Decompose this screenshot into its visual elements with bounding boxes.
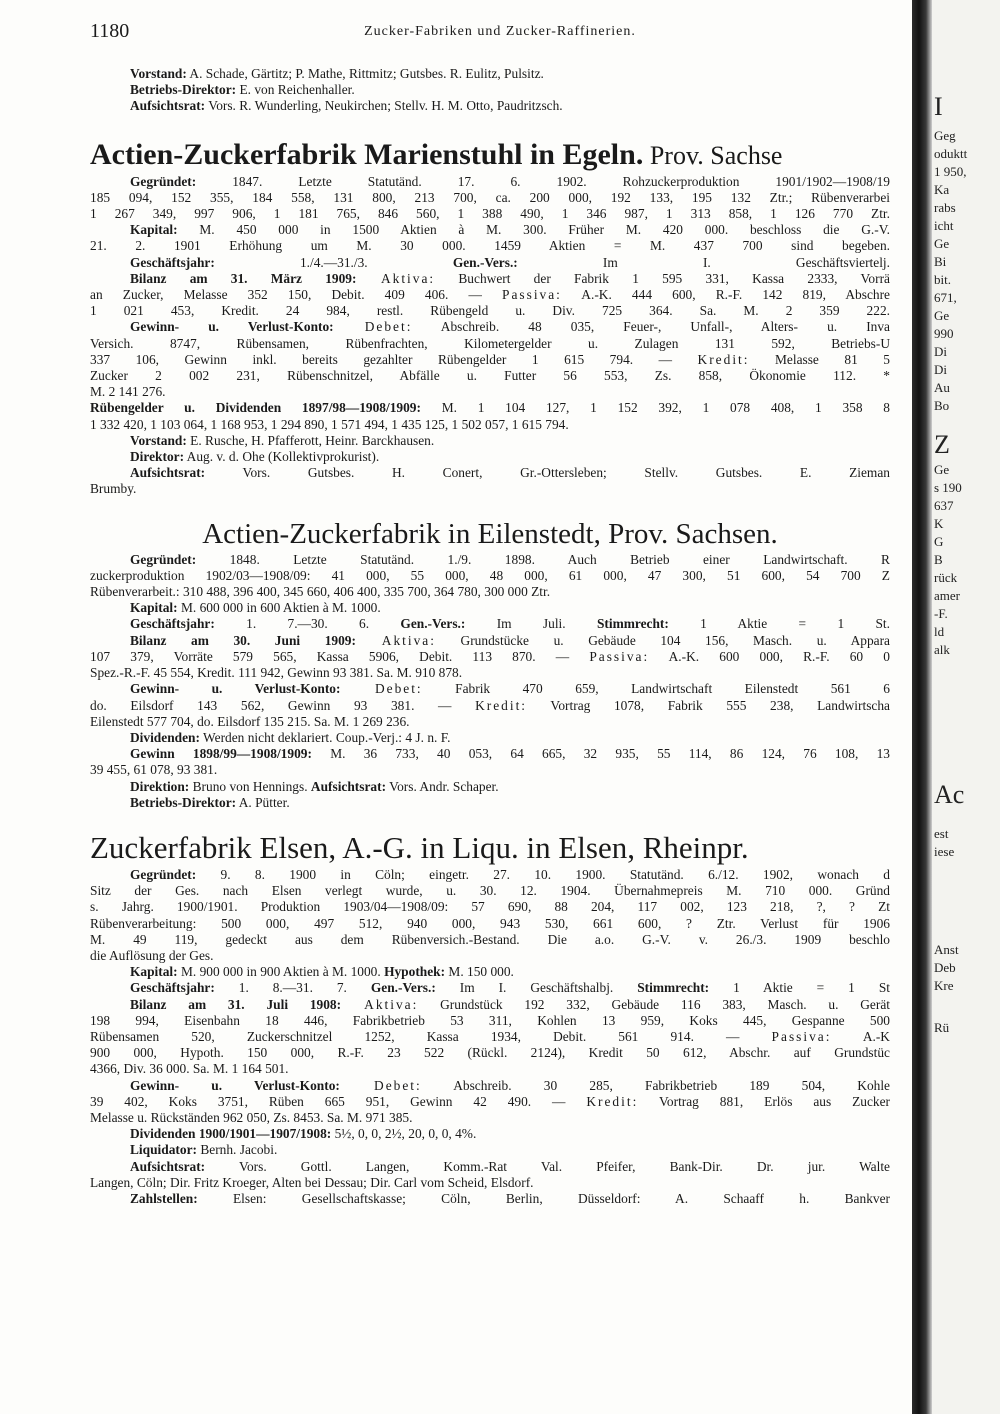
spaced-label: Kredit:: [586, 1093, 639, 1109]
facing-page-fragment: Z: [934, 430, 950, 459]
entry-text: E. von Reichenhaller.: [236, 82, 355, 98]
entry-text: 185 094, 152 355, 184 558, 131 800, 213 700, ca. 200 000, 192 133, 195 132 Ztr.; Rübenverarbei: [90, 189, 890, 205]
entry-label: Betriebs-Direktor:: [130, 794, 237, 810]
facing-page-fragment: Ka: [934, 182, 950, 197]
entry-text: 1. 7.—30. 6.: [214, 616, 401, 632]
facing-page-fragment: K: [934, 516, 944, 531]
text-line: [90, 552, 890, 568]
facing-page-fragment: rabs: [934, 200, 956, 215]
entry-text: Werden nicht deklariert. Coup.-Verj.: 4 J. n. F.: [199, 729, 451, 745]
facing-page-fragment: 1 950,: [934, 164, 967, 179]
entry-text: Grundstück 192 332, Gebäude 116 383, Masch. u. Gerät: [418, 996, 890, 1012]
facing-page-fragment: iese: [934, 844, 955, 859]
text-line: [90, 352, 890, 368]
entry-label: Rübengelder u. Dividenden 1897/98—1908/1909:: [90, 400, 421, 416]
entry-text: 39 455, 61 078, 93 381.: [90, 762, 218, 778]
entry-text: 1848. Letzte Statutänd. 1./9. 1898. Auch Betrieb einer Landwirtschaft. R: [196, 551, 890, 567]
text-line: [90, 449, 890, 465]
facing-page-fragment: s 190: [934, 480, 962, 495]
text-line: [90, 964, 890, 980]
entry-text: Buchwert der Fabrik 1 595 331, Kassa 2333, Vorrä: [435, 270, 890, 286]
entry-text: 1./4.—31./3.: [214, 254, 453, 270]
entry-text: 1 Aktie = 1 St.: [668, 616, 890, 632]
entry-text: Abschreib. 48 035, Feuer-, Unfall-, Alters- u. Inva: [412, 319, 890, 335]
entry-label: Kapital:: [130, 222, 178, 238]
text-line: [90, 174, 890, 190]
entry-text: Rübensamen 520, Zuckerschnitzel 1252, Kassa 1934, Debit. 561 914. —: [90, 1028, 772, 1044]
text-line: [90, 238, 890, 254]
text-line: [90, 82, 890, 98]
text-line: [90, 698, 890, 714]
text-line: [90, 681, 890, 697]
entry-text: Bruno von Hennings.: [189, 778, 311, 794]
text-line: [90, 649, 890, 665]
entry-text: 337 106, Gewinn inkl. bereits gezahlter Rübengelder 1 615 794. —: [90, 351, 698, 367]
entry-label: Geschäftsjahr:: [130, 980, 215, 996]
entry-label: Gewinn- u. Verlust-Konto:: [130, 681, 341, 697]
entry-text: A.-K: [831, 1028, 890, 1044]
entry-text: do. Eilsdorf 143 562, Gewinn 93 381. —: [90, 697, 476, 713]
entry-text: M. 450 000 in 1500 Aktien à M. 300. Früher M. 420 000. beschloss die G.-V.: [177, 222, 890, 238]
entry-text: 9. 8. 1900 in Cöln; eingetr. 27. 10. 1900. Statutänd. 6./12. 1902, wonach d: [196, 866, 890, 882]
company-heading-eilenstedt: Actien-Zuckerfabrik in Eilenstedt, Prov. Sachsen.: [202, 517, 778, 550]
text-line: [90, 746, 890, 762]
text-line: [90, 616, 890, 632]
entry-label: Dividenden 1900/1901—1907/1908:: [130, 1126, 332, 1142]
company-heading-elsen: Zuckerfabrik Elsen, A.-G. in Liqu. in Elsen, Rheinpr.: [90, 829, 749, 865]
spaced-label: Kredit:: [475, 697, 528, 713]
entry-text: 107 379, Vorräte 579 565, Kassa 5906, Debit. 113 870. —: [90, 648, 590, 664]
entry-text: Im Juli.: [465, 616, 597, 632]
spaced-label: Aktiva:: [356, 270, 436, 286]
entry-label: Gen.-Vers.:: [400, 616, 466, 632]
entry-text: Langen, Cöln; Dir. Fritz Kroeger, Alten bei Dessau; Dir. Carl vom Scheid, Elsdorf.: [90, 1174, 534, 1190]
text-line: [90, 319, 890, 335]
text-line: [90, 867, 890, 883]
text-line: [90, 271, 890, 287]
running-title: Zucker-Fabriken und Zucker-Raffinerien.: [364, 24, 636, 39]
facing-page-fragment: Ge: [934, 308, 950, 323]
text-line: [90, 932, 890, 948]
entry-label: Stimmrecht:: [637, 980, 710, 996]
company-entry-marienstuhl: [90, 174, 890, 498]
entry-text: M. 49 119, gedeckt aus dem Rübenversich.-Bestand. Die a.o. G.-V. v. 26./3. 1909 beschlo: [90, 931, 890, 947]
facing-page-fragment: 990: [934, 326, 954, 341]
text-line: [90, 384, 890, 400]
facing-page-fragment: Bo: [934, 398, 950, 413]
entry-text: Im I. Geschäftshalbj.: [435, 980, 638, 996]
text-line: [90, 433, 890, 449]
entry-text: Vortrag 881, Erlös aus Zucker: [638, 1093, 890, 1109]
spaced-label: Passiva:: [502, 287, 562, 303]
entry-text: M. 600 000 in 600 Aktien à M. 1000.: [177, 600, 381, 616]
page-number: 1180: [90, 20, 130, 42]
entry-label: Gewinn 1898/99—1908/1909:: [130, 746, 312, 762]
spaced-label: Kredit:: [697, 351, 750, 367]
facing-page-fragment: Anst: [934, 942, 959, 957]
text-line: [90, 1126, 890, 1142]
entry-text: Grundstücke u. Gebäude 104 156, Masch. u. Appara: [435, 632, 890, 648]
text-line: [90, 1045, 890, 1061]
facing-page-fragment: G: [934, 534, 944, 549]
main-column: [90, 66, 890, 1207]
facing-page-fragment: Ge: [934, 236, 950, 251]
spaced-label: Passiva:: [589, 648, 650, 664]
entry-text: Spez.-R.-F. 45 554, Kredit. 111 942, Gewinn 93 381. Sa. M. 910 878.: [90, 665, 463, 681]
facing-page-fragment: est: [934, 826, 949, 841]
page-header: [90, 20, 910, 46]
entry-label: Gegründet:: [130, 551, 197, 567]
entry-text: Vors. R. Wunderling, Neukirchen; Stellv. H. M. Otto, Paudritzsch.: [205, 98, 563, 114]
heading-regular-part: Prov. Sachse: [643, 140, 783, 170]
entry-text: Versich. 8747, Rübensamen, Rübenfrachten, Kilometergelder u. Zulagen 131 592, Betriebs-U: [90, 335, 890, 351]
entry-text: A. Pütter.: [236, 794, 290, 810]
entry-label: Aufsichtsrat:: [130, 1158, 206, 1174]
entry-text: Im I. Geschäftsviertelj.: [517, 254, 890, 270]
spaced-label: Aktiva:: [341, 996, 419, 1012]
text-line: [90, 762, 890, 778]
entry-text: Vors. Gottl. Langen, Komm.-Rat Val. Pfeifer, Bank-Dir. Dr. jur. Walte: [205, 1158, 890, 1174]
entry-label: Zahlstellen:: [130, 1190, 198, 1206]
text-line: [90, 190, 890, 206]
text-line: [90, 948, 890, 964]
text-line: [90, 1175, 890, 1191]
facing-page-fragment: 637: [934, 498, 954, 513]
text-line: [90, 600, 890, 616]
text-line: [90, 1142, 890, 1158]
entry-text: 1 Aktie = 1 St: [709, 980, 890, 996]
text-line: [90, 303, 890, 319]
entry-text: A.-K. 600 000, R.-F. 60 0: [649, 648, 890, 664]
facing-page-fragment: amer: [934, 588, 960, 603]
entry-text: 900 000, Hypoth. 150 000, R.-F. 23 522 (Rückl. 2124), Kredit 50 612, Abschr. auf Grundstüc: [90, 1045, 890, 1061]
text-line: [90, 255, 890, 271]
entry-label: Direktion:: [130, 778, 190, 794]
facing-page-fragment: B: [934, 552, 943, 567]
entry-text: Sitz der Ges. nach Elsen verlegt wurde, u. 30. 12. 1904. Übernahmepreis M. 710 000. Gründ: [90, 883, 890, 899]
text-line: [90, 584, 890, 600]
text-line: [90, 465, 890, 481]
entry-text: M. 900 000 in 900 Aktien à M. 1000.: [177, 964, 385, 980]
entry-text: 1. 8.—31. 7.: [214, 980, 371, 996]
facing-page-fragment: Deb: [934, 960, 956, 975]
text-line: [90, 916, 890, 932]
facing-page-fragment: Kre: [934, 978, 954, 993]
entry-text: Fabrik 470 659, Landwirtschaft Eilenstedt 561 6: [422, 681, 890, 697]
entry-label: Bilanz am 30. Juni 1909:: [130, 632, 356, 648]
facing-page-edge: [932, 0, 1000, 1414]
facing-page-fragment: Ge: [934, 462, 950, 477]
facing-page-fragment: Rü: [934, 1020, 950, 1035]
spaced-label: Debet:: [333, 319, 413, 335]
text-line: [90, 899, 890, 915]
entry-label: Gewinn- u. Verlust-Konto:: [130, 319, 334, 335]
entry-text: A.-K. 444 600, R.-F. 142 819, Abschre: [561, 287, 890, 303]
company-entry-eilenstedt: [90, 552, 890, 811]
entry-label: Aufsichtsrat:: [310, 778, 387, 794]
spaced-label: Aktiva:: [355, 632, 436, 648]
entry-text: Rübenverarbeitung: 500 000, 497 512, 940 000, 943 530, 661 600, ? Ztr. Verlust für 1906: [90, 915, 890, 931]
facing-page-fragment: oduktt: [934, 146, 968, 161]
entry-text: Melasse u. Rückständen 962 050, Zs. 8453. Sa. M. 971 385.: [90, 1109, 413, 1125]
entry-text: 1 267 349, 997 906, 1 181 765, 846 560, 1 388 490, 1 346 987, 1 313 858, 1 126 770 Ztr.: [90, 206, 890, 222]
text-line: [90, 997, 890, 1013]
entry-label: Aufsichtsrat:: [130, 465, 206, 481]
text-line: [90, 336, 890, 352]
facing-page-fragment: -F.: [934, 606, 948, 621]
text-line: [90, 568, 890, 584]
facing-page-fragment: ld: [934, 624, 945, 639]
facing-page-fragment: bit.: [934, 272, 951, 287]
text-line: [90, 206, 890, 222]
text-line: [90, 1094, 890, 1110]
entry-label: Bilanz am 31. März 1909:: [130, 270, 357, 286]
facing-page-fragment: Di: [934, 362, 947, 377]
text-line: [90, 730, 890, 746]
text-line: [90, 1029, 890, 1045]
entry-text: Melasse 81 5: [749, 351, 890, 367]
text-line: [90, 222, 890, 238]
facing-page-fragment: Au: [934, 380, 950, 395]
text-line: [90, 1159, 890, 1175]
entry-label: Gen.-Vers.:: [370, 980, 436, 996]
entry-label: Geschäftsjahr:: [130, 254, 215, 270]
entry-text: 1 332 420, 1 103 064, 1 168 953, 1 294 890, 1 571 494, 1 435 125, 1 502 057, 1 615 794.: [90, 416, 569, 432]
entry-text: Vors. Gutsbes. H. Conert, Gr.-Ottersleben; Stellv. Gutsbes. E. Zieman: [205, 465, 890, 481]
entry-text: 5½, 0, 0, 2½, 20, 0, 0, 4%.: [331, 1126, 477, 1142]
facing-page-fragment: Di: [934, 344, 947, 359]
text-line: [90, 1110, 890, 1126]
entry-text: Aug. v. d. Ohe (Kollektivprokurist).: [184, 449, 380, 465]
entry-label: Bilanz am 31. Juli 1908:: [130, 996, 342, 1012]
entry-label: Aufsichtsrat:: [130, 98, 206, 114]
facing-page-fragment: Ac: [934, 780, 965, 809]
entry-text: 198 994, Eisenbahn 18 446, Fabrikbetrieb 53 311, Kohlen 13 959, Koks 445, Gespanne 500: [90, 1012, 890, 1028]
facing-page-fragment: I: [934, 92, 943, 121]
text-line: [90, 481, 890, 497]
entry-label: Dividenden:: [130, 729, 200, 745]
text-line: [90, 633, 890, 649]
entry-text: M. 2 141 276.: [90, 384, 166, 400]
entry-text: 1 021 453, Kredit. 24 984, restl. Rübengeld u. Div. 725 364. Sa. M. 2 359 222.: [90, 303, 890, 319]
entry-text: M. 150 000.: [445, 964, 514, 980]
entry-label: Gen.-Vers.:: [452, 254, 518, 270]
entry-text: M. 36 733, 40 053, 64 665, 32 935, 55 114, 86 124, 76 108, 13: [311, 746, 890, 762]
heading-bold-part: Actien-Zuckerfabrik Marienstuhl in Egeln.: [90, 137, 644, 171]
entry-text: 39 402, Koks 3751, Rüben 665 951, Gewinn 42 490. —: [90, 1093, 587, 1109]
entry-text: A. Schade, Gärtitz; P. Mathe, Rittmitz; Gutsbes. R. Eulitz, Pulsitz.: [186, 66, 544, 81]
entry-label: Geschäftsjahr:: [130, 616, 215, 632]
entry-label: Vorstand:: [130, 66, 187, 81]
entry-text: E. Rusche, H. Pfafferott, Heinr. Barckhausen.: [186, 432, 435, 448]
entry-text: s. Jahrg. 1900/1901. Produktion 1903/04—1908/09: 57 690, 88 204, 117 002, 123 218, ?, ? Zt: [90, 899, 890, 915]
entry-text: Zucker 2 002 231, Rübenschnitzel, Abfälle u. Futter 56 553, Zs. 858, Ökonomie 112. *: [90, 368, 890, 384]
entry-label: Gegründet:: [130, 866, 197, 882]
text-line: [90, 417, 890, 433]
text-line: [90, 714, 890, 730]
facing-page-fragment: alk: [934, 642, 950, 657]
entry-label: Vorstand:: [130, 432, 187, 448]
company-entry-elsen: [90, 867, 890, 1207]
entry-label: Hypothek:: [384, 964, 446, 980]
text-line: [90, 1061, 890, 1077]
text-line: [90, 1013, 890, 1029]
text-line: [90, 980, 890, 996]
text-line: [90, 883, 890, 899]
entry-text: Vortrag 1078, Fabrik 555 238, Landwirtscha: [527, 697, 890, 713]
entry-text: Elsen: Gesellschaftskasse; Cöln, Berlin, Düsseldorf: A. Schaaff h. Bankver: [197, 1190, 890, 1206]
facing-page-fragment: Geg: [934, 128, 956, 143]
text-line: [90, 368, 890, 384]
facing-page-fragment: Bi: [934, 254, 947, 269]
spaced-label: Debet:: [340, 681, 423, 697]
entry-label: Betriebs-Direktor:: [130, 82, 237, 98]
entry-label: Kapital:: [130, 964, 178, 980]
text-line: [90, 287, 890, 303]
entry-label: Gegründet:: [130, 173, 197, 189]
text-line: [90, 665, 890, 681]
entry-text: 1847. Letzte Statutänd. 17. 6. 1902. Rohzuckerproduktion 1901/1902—1908/19: [196, 173, 890, 189]
entry-text: 21. 2. 1901 Erhöhung um M. 30 000. 1459 Aktien = M. 437 700 sind begeben.: [90, 238, 890, 254]
facing-page-fragment: 671,: [934, 290, 957, 305]
spaced-label: Passiva:: [771, 1028, 832, 1044]
entry-text: zuckerproduktion 1902/03—1908/09: 41 000, 55 000, 48 000, 61 000, 47 300, 51 600, 54 700 Z: [90, 567, 890, 583]
text-line: [90, 1191, 890, 1207]
entry-text: Eilenstedt 577 704, do. Eilsdorf 135 215. Sa. M. 1 269 236.: [90, 713, 410, 729]
top-block: [90, 66, 890, 115]
entry-text: M. 1 104 127, 1 152 392, 1 078 408, 1 358 8: [420, 400, 890, 416]
company-heading-marienstuhl: [90, 137, 890, 174]
entry-text: 4366, Div. 36 000. Sa. M. 1 164 501.: [90, 1061, 289, 1077]
spaced-label: Debet:: [339, 1077, 422, 1093]
text-line: [90, 400, 890, 416]
text-line: [90, 779, 890, 795]
text-line: [90, 98, 890, 114]
entry-text: an Zucker, Melasse 352 150, Debit. 409 406. —: [90, 287, 502, 303]
text-line: [90, 1078, 890, 1094]
entry-label: Gewinn- u. Verlust-Konto:: [130, 1077, 340, 1093]
book-gutter: [912, 0, 932, 1414]
entry-text: Vors. Andr. Schaper.: [386, 778, 499, 794]
entry-text: Brumby.: [90, 481, 137, 497]
entry-text: Abschreib. 30 285, Fabrikbetrieb 189 504, Kohle: [421, 1077, 890, 1093]
entry-label: Liquidator:: [130, 1142, 197, 1158]
entry-label: Direktor:: [130, 449, 185, 465]
text-line: [90, 795, 890, 811]
text-line: [90, 66, 890, 82]
entry-text: die Auflösung der Ges.: [90, 947, 214, 963]
facing-page-fragment: rück: [934, 570, 958, 585]
entry-label: Kapital:: [130, 600, 178, 616]
entry-text: Bernh. Jacobi.: [196, 1142, 278, 1158]
entry-label: Stimmrecht:: [596, 616, 669, 632]
entry-text: Rübenverarbeit.: 310 488, 396 400, 345 660, 406 400, 335 700, 364 780, 300 000 Ztr.: [90, 584, 551, 600]
facing-page-fragment: icht: [934, 218, 954, 233]
